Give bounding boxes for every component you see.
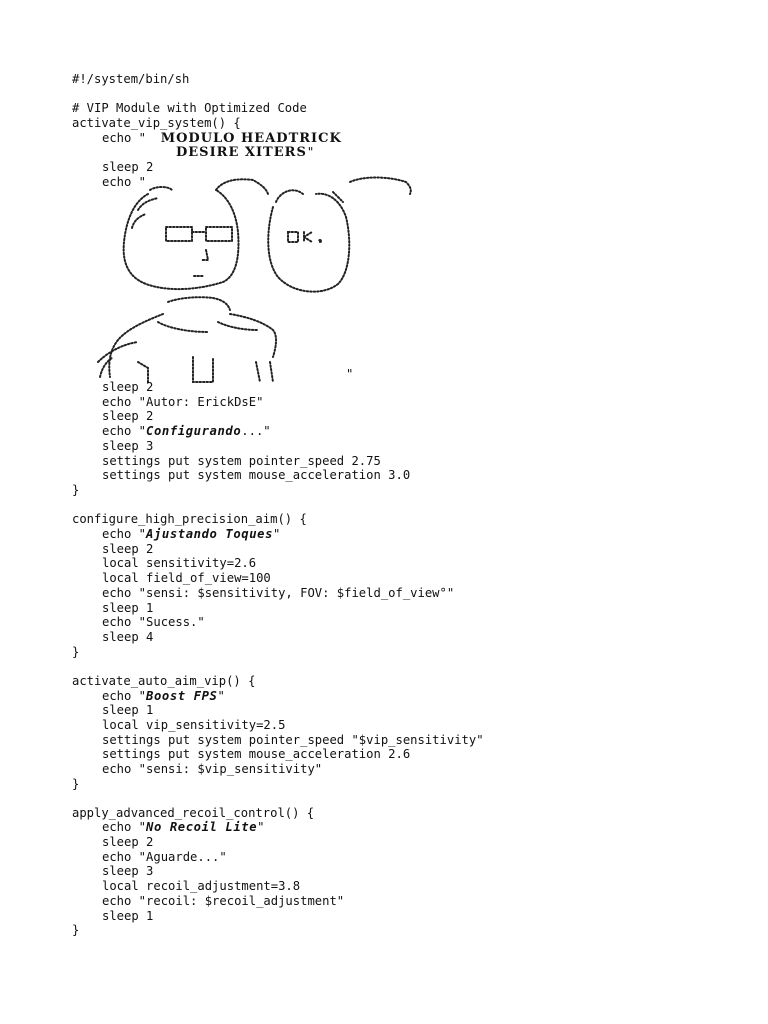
shebang-line: #!/system/bin/sh [72, 72, 190, 86]
settings-line: settings put system pointer_speed 2.75 [102, 454, 381, 468]
echo-autor-line: echo "Autor: ErickDsE" [102, 395, 264, 409]
local-line: local vip_sensitivity=2.5 [102, 718, 286, 732]
function-signature: activate_vip_system() { [72, 116, 241, 130]
sleep-line: sleep 2 [102, 409, 154, 423]
echo-aguarde-line: echo "Aguarde..." [102, 850, 227, 864]
sleep-line: sleep 3 [102, 439, 154, 453]
echo-recoil-line: echo "recoil: $recoil_adjustment" [102, 894, 345, 908]
closing-brace: } [72, 923, 80, 937]
settings-line: settings put system mouse_acceleration 2.6 [102, 747, 411, 761]
bold-italic-text: Configurando [146, 424, 242, 438]
local-line: local recoil_adjustment=3.8 [102, 879, 301, 893]
sleep-line: sleep 1 [102, 703, 154, 717]
local-line: local sensitivity=2.6 [102, 556, 257, 570]
bold-italic-text: Boost FPS [146, 689, 218, 703]
comment-line: # VIP Module with Optimized Code [72, 101, 307, 115]
bold-italic-text: No Recoil Lite [146, 820, 258, 834]
echo-sensi-line: echo "sensi: $vip_sensitivity" [102, 762, 323, 776]
settings-line: settings put system mouse_acceleration 3.0 [102, 468, 411, 482]
sleep-line: sleep 1 [102, 601, 154, 615]
sleep-line: sleep 2 [102, 160, 154, 174]
echo-title-line-2: DESIRE XITERS" [176, 145, 315, 160]
function-signature: activate_auto_aim_vip() { [72, 674, 256, 688]
local-line: local field_of_view=100 [102, 571, 271, 585]
sleep-line: sleep 4 [102, 630, 154, 644]
bold-italic-text: Ajustando Toques [146, 527, 274, 541]
sleep-line: sleep 2 [102, 542, 154, 556]
closing-brace: } [72, 483, 80, 497]
sleep-line: sleep 1 [102, 909, 154, 923]
title-text-2: DESIRE XITERS [176, 145, 307, 160]
title-text: MODULO HEADTRICK [160, 131, 342, 146]
sleep-line: sleep 2 [102, 380, 154, 394]
echo-boost-line: echo "Boost FPS" [102, 689, 225, 703]
sleep-line: sleep 3 [102, 864, 154, 878]
echo-ajustando-line: echo "Ajustando Toques" [102, 527, 281, 541]
settings-line: settings put system pointer_speed "$vip_sensitivity" [102, 733, 484, 747]
closing-brace: } [72, 645, 80, 659]
echo-norecoil-line: echo "No Recoil Lite" [102, 820, 265, 834]
art-closing-quote: " [346, 367, 354, 381]
echo-sucess-line: echo "Sucess." [102, 615, 205, 629]
echo-sensi-line: echo "sensi: $sensitivity, FOV: $field_of_view°" [102, 586, 455, 600]
function-signature: configure_high_precision_aim() { [72, 512, 307, 526]
closing-brace: } [72, 777, 80, 791]
echo-title-line: echo " MODULO HEADTRICK [102, 131, 342, 146]
sleep-line: sleep 2 [102, 835, 154, 849]
function-signature: apply_advanced_recoil_control() { [72, 806, 315, 820]
echo-art-line: echo " [102, 175, 147, 189]
braille-ascii-cartoon-icon [88, 172, 418, 386]
echo-configurando-line: echo "Configurando..." [102, 424, 271, 438]
